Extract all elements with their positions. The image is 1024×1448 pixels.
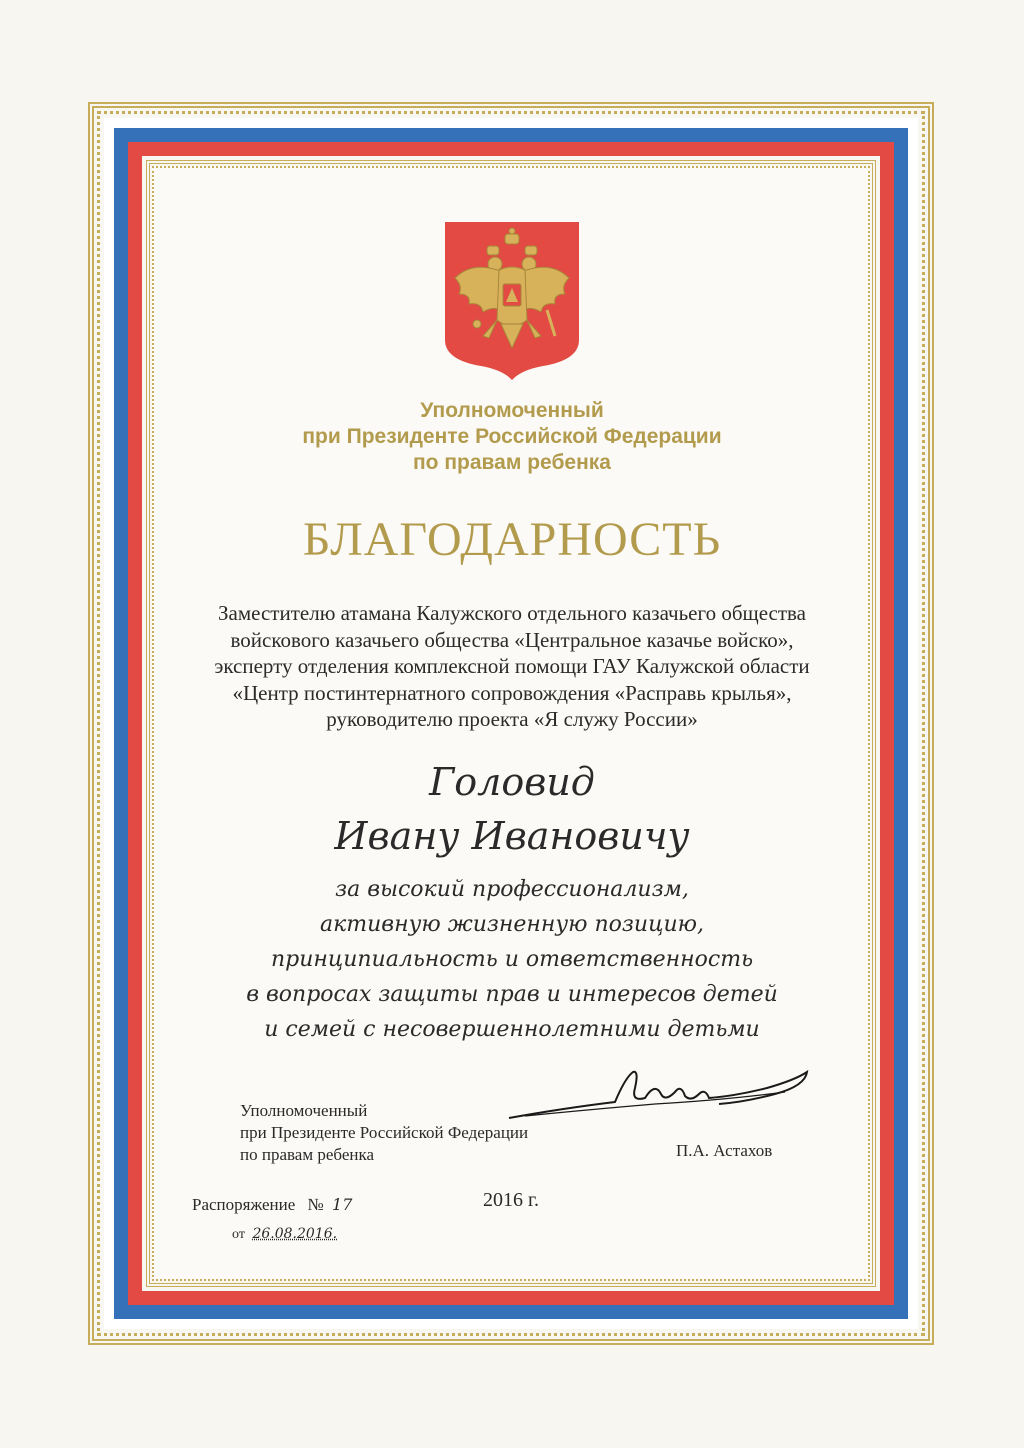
order-number: 17 xyxy=(332,1195,353,1214)
issuer-header xyxy=(0,398,1024,476)
reason-line: принципиальность и ответственность xyxy=(270,947,754,972)
signer-name: П.А. Астахов xyxy=(676,1141,773,1160)
recipient-line: руководителю проекта «Я служу России» xyxy=(326,707,698,731)
recipient-given-name: Ивану Ивановичу xyxy=(334,814,690,858)
recipient-description xyxy=(0,600,1024,733)
order-year: 2016 г. xyxy=(483,1189,539,1211)
order-reference xyxy=(192,1194,352,1216)
reason-line: в вопросах защиты прав и интересов детей xyxy=(246,982,778,1007)
issuer-line-1: Уполномоченный xyxy=(420,399,604,422)
signatory-line-2: при Президенте Российской Федерации xyxy=(240,1123,529,1142)
recipient-line: Заместителю атамана Калужского отдельного казачьего общества xyxy=(218,601,806,625)
recipient-line: войскового казачьего общества «Центральное казачье войско», xyxy=(230,627,794,652)
order-date-prefix: от xyxy=(232,1227,245,1242)
award-reason xyxy=(0,872,1024,1047)
document-title: БЛАГОДАРНОСТЬ xyxy=(302,513,722,566)
issuer-line-2: при Президенте Российской Федерации xyxy=(302,425,722,448)
order-label: Распоряжение xyxy=(192,1195,296,1214)
recipient-surname: Головид xyxy=(429,760,595,804)
order-date-value: 26.08.2016. xyxy=(252,1226,338,1242)
russian-coat-of-arms-icon xyxy=(443,220,581,382)
recipient-line: эксперту отделения комплексной помощи ГАУ Калужской области xyxy=(214,654,810,678)
reason-line: активную жизненную позицию, xyxy=(320,912,704,937)
issuer-line-3: по правам ребенка xyxy=(413,451,611,474)
handwritten-signature xyxy=(505,1058,815,1128)
reason-line: за высокий профессионализм, xyxy=(335,877,689,902)
signatory-title xyxy=(240,1100,528,1166)
order-number-sign: № xyxy=(307,1195,324,1214)
signatory-line-3: по правам ребенка xyxy=(240,1145,375,1164)
signatory-line-1: Уполномоченный xyxy=(240,1101,368,1120)
order-date xyxy=(232,1225,337,1244)
reason-line: и семей с несовершеннолетними детьми xyxy=(264,1017,760,1042)
recipient-line: «Центр постинтернатного сопровождения «Расправь крылья», xyxy=(232,680,792,705)
